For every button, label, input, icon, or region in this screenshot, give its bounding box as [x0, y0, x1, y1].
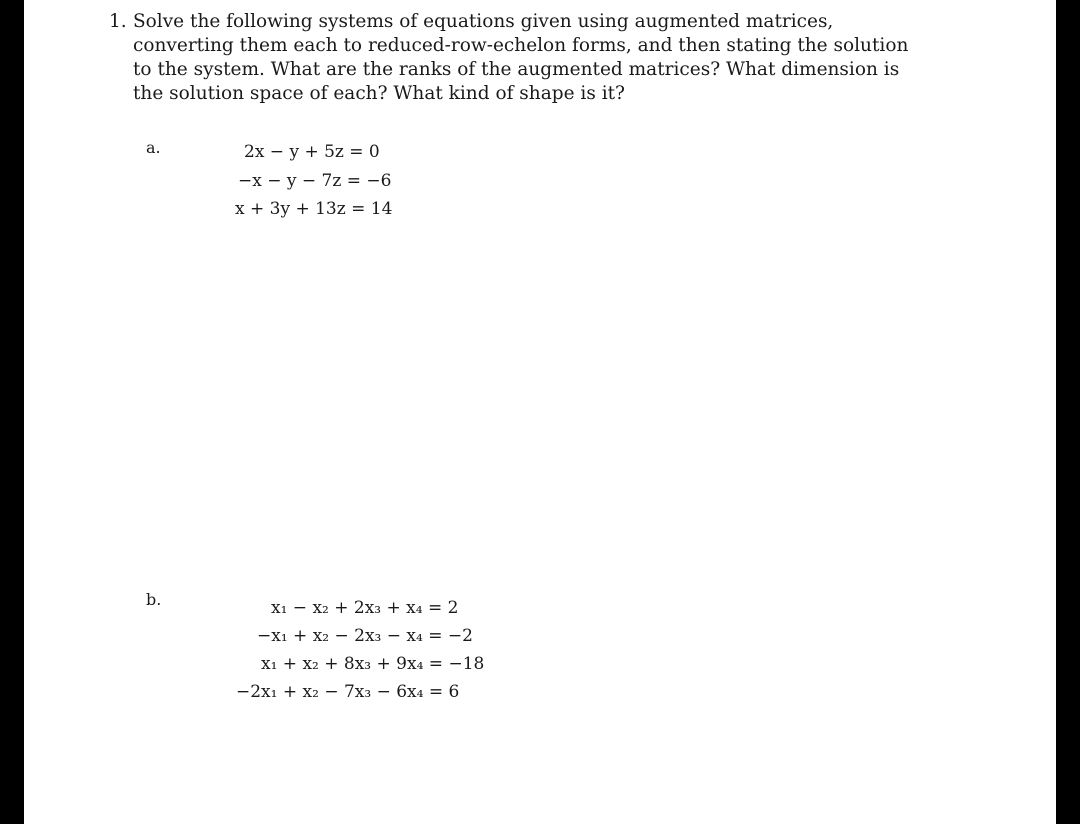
- equation-b-2: −x₁ + x₂ − 2x₃ − x₄ = −2: [257, 626, 473, 646]
- equation-b-1: x₁ − x₂ + 2x₃ + x₄ = 2: [271, 598, 459, 618]
- problem-statement: [109, 10, 929, 106]
- equation-a-3: x + 3y + 13z = 14: [235, 199, 393, 219]
- part-a-label: a.: [146, 138, 161, 157]
- problem-number: 1.: [109, 11, 127, 32]
- problem-text: Solve the following systems of equations given using augmented matrices, converting them each to reduced-row-echelon forms, and then stating the solution to the system. What are the ranks of the augmented matrices? What dimension is the solution space of each? What kind of shape is it?: [133, 11, 909, 104]
- equation-b-4: −2x₁ + x₂ − 7x₃ − 6x₄ = 6: [236, 682, 460, 702]
- equation-b-3: x₁ + x₂ + 8x₃ + 9x₄ = −18: [261, 654, 485, 674]
- document-page: [24, 0, 1056, 824]
- part-b-label: b.: [146, 590, 162, 609]
- equation-a-2: −x − y − 7z = −6: [238, 171, 392, 191]
- equation-a-1: 2x − y + 5z = 0: [244, 142, 380, 162]
